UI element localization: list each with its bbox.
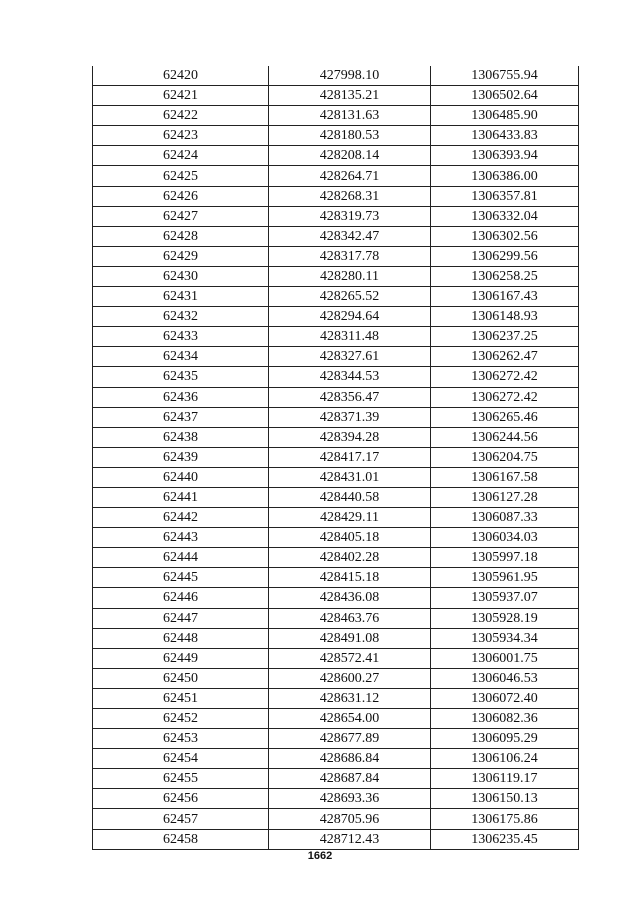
table-row (93, 628, 579, 648)
easting-cell: 428265.52 (269, 287, 431, 307)
point-id-cell: 62421 (93, 86, 269, 106)
easting-cell: 428572.41 (269, 648, 431, 668)
point-id-cell: 62438 (93, 427, 269, 447)
northing-cell: 1306082.36 (431, 709, 579, 729)
northing-cell: 1306258.25 (431, 266, 579, 286)
point-id-cell: 62444 (93, 548, 269, 568)
point-id-cell: 62425 (93, 166, 269, 186)
point-id-cell: 62422 (93, 106, 269, 126)
table-row (93, 66, 579, 86)
table-row (93, 427, 579, 447)
point-id-cell: 62454 (93, 749, 269, 769)
table-row (93, 688, 579, 708)
point-id-cell: 62457 (93, 809, 269, 829)
northing-cell: 1306046.53 (431, 668, 579, 688)
easting-cell: 428491.08 (269, 628, 431, 648)
page-number: 1662 (307, 850, 333, 862)
northing-cell: 1306106.24 (431, 749, 579, 769)
point-id-cell: 62437 (93, 407, 269, 427)
easting-cell: 428394.28 (269, 427, 431, 447)
easting-cell: 428294.64 (269, 307, 431, 327)
table-row (93, 447, 579, 467)
point-id-cell: 62451 (93, 688, 269, 708)
easting-cell: 428463.76 (269, 608, 431, 628)
point-id-cell: 62420 (93, 66, 269, 86)
table-row (93, 146, 579, 166)
northing-cell: 1306235.45 (431, 829, 579, 849)
table-row (93, 206, 579, 226)
table-row (93, 347, 579, 367)
point-id-cell: 62432 (93, 307, 269, 327)
table-row (93, 106, 579, 126)
northing-cell: 1306272.42 (431, 367, 579, 387)
northing-cell: 1306204.75 (431, 447, 579, 467)
point-id-cell: 62455 (93, 769, 269, 789)
table-row (93, 729, 579, 749)
northing-cell: 1306502.64 (431, 86, 579, 106)
table-row (93, 407, 579, 427)
northing-cell: 1306272.42 (431, 387, 579, 407)
table-row (93, 287, 579, 307)
northing-cell: 1306485.90 (431, 106, 579, 126)
easting-cell: 428327.61 (269, 347, 431, 367)
point-id-cell: 62449 (93, 648, 269, 668)
table-row (93, 608, 579, 628)
easting-cell: 428311.48 (269, 327, 431, 347)
point-id-cell: 62448 (93, 628, 269, 648)
point-id-cell: 62423 (93, 126, 269, 146)
northing-cell: 1306001.75 (431, 648, 579, 668)
point-id-cell: 62429 (93, 246, 269, 266)
northing-cell: 1306095.29 (431, 729, 579, 749)
point-id-cell: 62450 (93, 668, 269, 688)
table-row (93, 789, 579, 809)
point-id-cell: 62435 (93, 367, 269, 387)
table-row (93, 487, 579, 507)
table-row (93, 266, 579, 286)
northing-cell: 1306299.56 (431, 246, 579, 266)
easting-cell: 428280.11 (269, 266, 431, 286)
table-row (93, 809, 579, 829)
table-row (93, 186, 579, 206)
easting-cell: 428600.27 (269, 668, 431, 688)
easting-cell: 428342.47 (269, 226, 431, 246)
point-id-cell: 62440 (93, 467, 269, 487)
table-row (93, 749, 579, 769)
easting-cell: 428356.47 (269, 387, 431, 407)
easting-cell: 428693.36 (269, 789, 431, 809)
northing-cell: 1306034.03 (431, 528, 579, 548)
point-id-cell: 62431 (93, 287, 269, 307)
table-row (93, 769, 579, 789)
easting-cell: 428135.21 (269, 86, 431, 106)
point-id-cell: 62443 (93, 528, 269, 548)
point-id-cell: 62428 (93, 226, 269, 246)
point-id-cell: 62453 (93, 729, 269, 749)
northing-cell: 1305961.95 (431, 568, 579, 588)
easting-cell: 428631.12 (269, 688, 431, 708)
northing-cell: 1306393.94 (431, 146, 579, 166)
table-row (93, 367, 579, 387)
northing-cell: 1305997.18 (431, 548, 579, 568)
table-row (93, 508, 579, 528)
point-id-cell: 62447 (93, 608, 269, 628)
point-id-cell: 62427 (93, 206, 269, 226)
easting-cell: 428705.96 (269, 809, 431, 829)
northing-cell: 1306175.86 (431, 809, 579, 829)
table-row (93, 327, 579, 347)
northing-cell: 1306237.25 (431, 327, 579, 347)
easting-cell: 428344.53 (269, 367, 431, 387)
easting-cell: 428677.89 (269, 729, 431, 749)
easting-cell: 428131.63 (269, 106, 431, 126)
northing-cell: 1306265.46 (431, 407, 579, 427)
northing-cell: 1305934.34 (431, 628, 579, 648)
easting-cell: 428654.00 (269, 709, 431, 729)
easting-cell: 428317.78 (269, 246, 431, 266)
point-id-cell: 62456 (93, 789, 269, 809)
northing-cell: 1306302.56 (431, 226, 579, 246)
easting-cell: 427998.10 (269, 66, 431, 86)
northing-cell: 1306119.17 (431, 769, 579, 789)
point-id-cell: 62434 (93, 347, 269, 367)
easting-cell: 428440.58 (269, 487, 431, 507)
point-id-cell: 62446 (93, 588, 269, 608)
point-id-cell: 62442 (93, 508, 269, 528)
coordinates-table-body (93, 66, 579, 849)
point-id-cell: 62439 (93, 447, 269, 467)
point-id-cell: 62436 (93, 387, 269, 407)
table-row (93, 86, 579, 106)
northing-cell: 1306332.04 (431, 206, 579, 226)
northing-cell: 1306262.47 (431, 347, 579, 367)
easting-cell: 428405.18 (269, 528, 431, 548)
point-id-cell: 62426 (93, 186, 269, 206)
northing-cell: 1306167.58 (431, 467, 579, 487)
easting-cell: 428319.73 (269, 206, 431, 226)
point-id-cell: 62441 (93, 487, 269, 507)
table-row (93, 648, 579, 668)
table-row (93, 307, 579, 327)
northing-cell: 1306127.28 (431, 487, 579, 507)
table-row (93, 829, 579, 849)
northing-cell: 1306386.00 (431, 166, 579, 186)
easting-cell: 428208.14 (269, 146, 431, 166)
northing-cell: 1305928.19 (431, 608, 579, 628)
table-row (93, 588, 579, 608)
point-id-cell: 62424 (93, 146, 269, 166)
easting-cell: 428371.39 (269, 407, 431, 427)
easting-cell: 428687.84 (269, 769, 431, 789)
table-row (93, 668, 579, 688)
table-row (93, 166, 579, 186)
easting-cell: 428268.31 (269, 186, 431, 206)
table-row (93, 226, 579, 246)
easting-cell: 428264.71 (269, 166, 431, 186)
northing-cell: 1306433.83 (431, 126, 579, 146)
northing-cell: 1306167.43 (431, 287, 579, 307)
table-row (93, 246, 579, 266)
northing-cell: 1306148.93 (431, 307, 579, 327)
easting-cell: 428415.18 (269, 568, 431, 588)
easting-cell: 428402.28 (269, 548, 431, 568)
coordinates-table (92, 66, 579, 850)
table-row (93, 387, 579, 407)
northing-cell: 1306755.94 (431, 66, 579, 86)
northing-cell: 1305937.07 (431, 588, 579, 608)
easting-cell: 428429.11 (269, 508, 431, 528)
northing-cell: 1306357.81 (431, 186, 579, 206)
easting-cell: 428686.84 (269, 749, 431, 769)
northing-cell: 1306150.13 (431, 789, 579, 809)
easting-cell: 428712.43 (269, 829, 431, 849)
table-row (93, 467, 579, 487)
table-row (93, 709, 579, 729)
northing-cell: 1306244.56 (431, 427, 579, 447)
table-row (93, 568, 579, 588)
table-row (93, 126, 579, 146)
point-id-cell: 62458 (93, 829, 269, 849)
easting-cell: 428417.17 (269, 447, 431, 467)
point-id-cell: 62433 (93, 327, 269, 347)
point-id-cell: 62430 (93, 266, 269, 286)
easting-cell: 428431.01 (269, 467, 431, 487)
point-id-cell: 62445 (93, 568, 269, 588)
easting-cell: 428180.53 (269, 126, 431, 146)
easting-cell: 428436.08 (269, 588, 431, 608)
table-row (93, 528, 579, 548)
table-row (93, 548, 579, 568)
northing-cell: 1306087.33 (431, 508, 579, 528)
northing-cell: 1306072.40 (431, 688, 579, 708)
point-id-cell: 62452 (93, 709, 269, 729)
